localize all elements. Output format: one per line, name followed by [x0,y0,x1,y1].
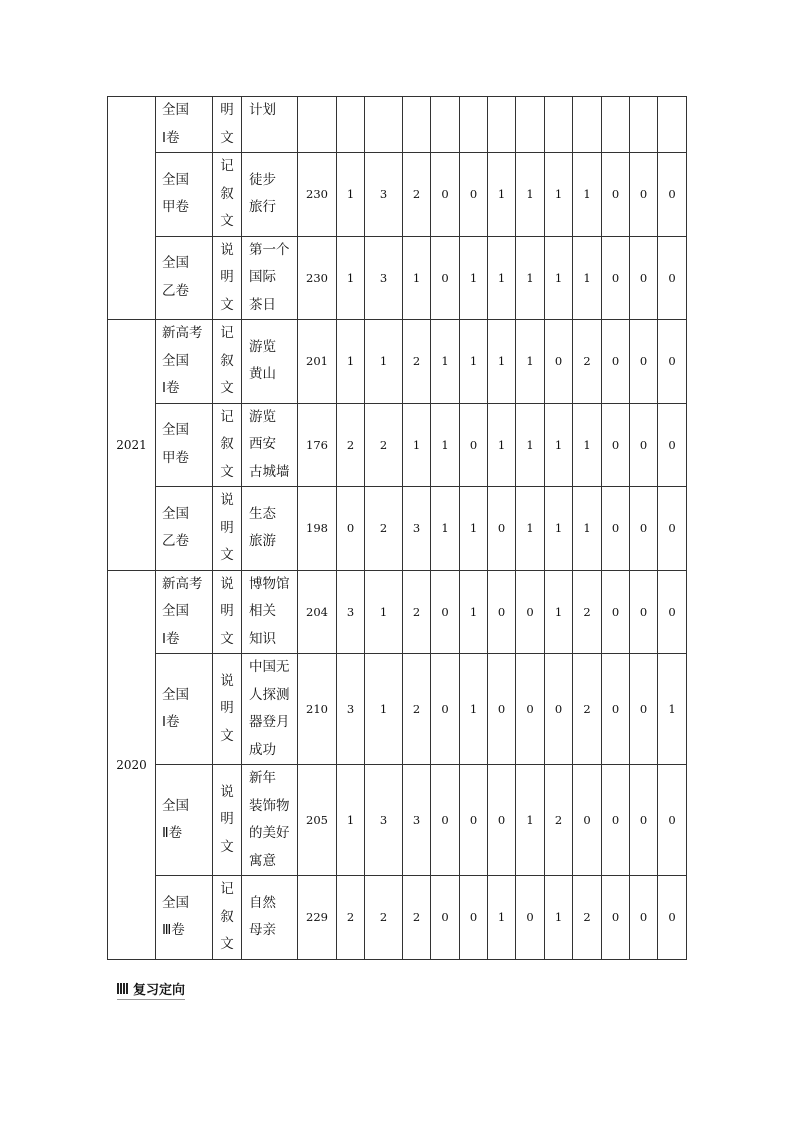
count-cell: 1 [573,153,602,237]
count-cell: 0 [630,236,658,320]
count-cell: 2 [545,765,573,876]
topic-cell: 游览 黄山 [242,320,298,404]
count-cell: 1 [365,570,403,654]
count-cell: 0 [658,403,687,487]
exam-paper-cell: 全国 Ⅲ卷 [156,876,213,960]
count-cell: 1 [365,654,403,765]
count-cell: 2 [403,876,431,960]
count-cell: 0 [602,403,630,487]
exam-statistics-table [107,96,687,960]
count-cell: 0 [658,876,687,960]
count-cell: 0 [516,876,545,960]
count-cell: 0 [431,153,460,237]
table-row [108,487,687,571]
genre-cell: 记 叙 文 [213,876,242,960]
year-cell [108,97,156,320]
count-cell: 0 [630,654,658,765]
table-row [108,97,687,153]
table-row [108,320,687,404]
count-cell: 0 [630,765,658,876]
count-cell: 3 [365,765,403,876]
count-cell [573,97,602,153]
count-cell: 0 [488,570,516,654]
count-cell: 0 [602,654,630,765]
genre-cell: 说 明 文 [213,654,242,765]
count-cell: 0 [545,654,573,765]
word-count-cell [298,97,337,153]
word-count-cell: 198 [298,487,337,571]
count-cell: 0 [630,876,658,960]
count-cell: 1 [431,403,460,487]
count-cell: 0 [573,765,602,876]
topic-cell: 博物馆 相关 知识 [242,570,298,654]
word-count-cell: 230 [298,236,337,320]
count-cell: 1 [516,765,545,876]
count-cell: 1 [545,153,573,237]
count-cell: 1 [516,403,545,487]
count-cell: 0 [460,765,488,876]
count-cell: 2 [573,320,602,404]
count-cell: 0 [630,153,658,237]
topic-cell: 徒步 旅行 [242,153,298,237]
topic-cell: 中国无 人探测 器登月 成功 [242,654,298,765]
word-count-cell: 210 [298,654,337,765]
exam-paper-cell: 全国 乙卷 [156,487,213,571]
count-cell: 0 [602,153,630,237]
exam-paper-cell: 全国 Ⅱ卷 [156,765,213,876]
count-cell: 1 [573,487,602,571]
topic-cell: 新年 装饰物 的美好 寓意 [242,765,298,876]
genre-cell: 说 明 文 [213,765,242,876]
count-cell: 3 [337,570,365,654]
word-count-cell: 201 [298,320,337,404]
section-heading-review [117,979,185,1000]
count-cell: 1 [545,236,573,320]
count-cell: 1 [403,403,431,487]
topic-cell: 生态 旅游 [242,487,298,571]
count-cell [545,97,573,153]
count-cell: 3 [365,153,403,237]
genre-cell: 说 明 文 [213,487,242,571]
count-cell [460,97,488,153]
topic-cell: 自然 母亲 [242,876,298,960]
count-cell: 0 [545,320,573,404]
genre-cell: 记 叙 文 [213,403,242,487]
word-count-cell: 230 [298,153,337,237]
count-cell: 0 [658,570,687,654]
count-cell: 0 [431,236,460,320]
count-cell: 1 [337,236,365,320]
count-cell: 0 [337,487,365,571]
count-cell: 1 [573,236,602,320]
count-cell: 1 [658,654,687,765]
genre-cell: 记 叙 文 [213,320,242,404]
section-heading-title: 复习定向 [133,983,186,998]
count-cell [403,97,431,153]
count-cell: 0 [630,487,658,571]
topic-cell: 计划 [242,97,298,153]
count-cell: 1 [545,403,573,487]
count-cell: 2 [403,570,431,654]
count-cell: 1 [516,320,545,404]
exam-paper-cell: 新高考 全国 Ⅰ卷 [156,570,213,654]
topic-cell: 游览 西安 古城墙 [242,403,298,487]
exam-paper-cell: 全国 Ⅰ卷 [156,654,213,765]
count-cell: 1 [460,487,488,571]
vertical-bars-icon [117,983,128,994]
count-cell: 2 [365,876,403,960]
genre-cell: 记 叙 文 [213,153,242,237]
count-cell: 0 [431,570,460,654]
topic-cell: 第一个 国际 茶日 [242,236,298,320]
exam-paper-cell: 全国 Ⅰ卷 [156,97,213,153]
count-cell: 0 [460,876,488,960]
count-cell: 0 [658,765,687,876]
count-cell: 2 [365,403,403,487]
count-cell: 2 [573,876,602,960]
word-count-cell: 176 [298,403,337,487]
count-cell [337,97,365,153]
genre-cell: 说 明 文 [213,570,242,654]
table-row [108,876,687,960]
count-cell: 1 [403,236,431,320]
count-cell: 1 [460,320,488,404]
table-row [108,765,687,876]
word-count-cell: 229 [298,876,337,960]
count-cell: 0 [658,236,687,320]
count-cell: 0 [602,765,630,876]
count-cell: 0 [431,765,460,876]
count-cell: 0 [630,570,658,654]
count-cell: 3 [337,654,365,765]
exam-paper-cell: 全国 甲卷 [156,153,213,237]
count-cell: 1 [488,876,516,960]
count-cell: 1 [337,765,365,876]
table-row [108,403,687,487]
count-cell: 1 [488,320,516,404]
count-cell: 1 [460,236,488,320]
count-cell: 2 [365,487,403,571]
count-cell: 1 [488,236,516,320]
year-cell: 2021 [108,320,156,571]
count-cell: 1 [545,487,573,571]
count-cell: 2 [403,654,431,765]
count-cell: 1 [488,403,516,487]
exam-paper-cell: 全国 乙卷 [156,236,213,320]
count-cell: 1 [460,654,488,765]
count-cell: 0 [602,570,630,654]
count-cell: 0 [602,320,630,404]
count-cell: 0 [658,320,687,404]
genre-cell: 说 明 文 [213,236,242,320]
count-cell [658,97,687,153]
count-cell: 0 [658,153,687,237]
count-cell: 1 [431,320,460,404]
year-cell: 2020 [108,570,156,959]
count-cell: 1 [431,487,460,571]
count-cell: 0 [630,403,658,487]
table-row [108,654,687,765]
count-cell [431,97,460,153]
count-cell: 0 [630,320,658,404]
table-row [108,153,687,237]
count-cell: 0 [460,153,488,237]
count-cell: 1 [365,320,403,404]
count-cell: 2 [573,654,602,765]
count-cell: 0 [516,654,545,765]
count-cell [630,97,658,153]
count-cell: 1 [516,236,545,320]
table-row [108,570,687,654]
count-cell: 3 [365,236,403,320]
count-cell: 1 [337,320,365,404]
word-count-cell: 204 [298,570,337,654]
count-cell: 0 [602,876,630,960]
count-cell: 1 [516,487,545,571]
exam-paper-cell: 全国 甲卷 [156,403,213,487]
count-cell: 2 [403,153,431,237]
count-cell [365,97,403,153]
count-cell: 0 [460,403,488,487]
count-cell [602,97,630,153]
count-cell: 0 [488,654,516,765]
count-cell: 2 [337,403,365,487]
count-cell: 1 [545,876,573,960]
count-cell: 0 [516,570,545,654]
count-cell: 0 [431,654,460,765]
exam-paper-cell: 新高考 全国 Ⅰ卷 [156,320,213,404]
count-cell: 1 [545,570,573,654]
count-cell: 0 [431,876,460,960]
count-cell: 2 [337,876,365,960]
count-cell: 1 [337,153,365,237]
table-row [108,236,687,320]
count-cell [516,97,545,153]
count-cell: 0 [602,487,630,571]
count-cell: 3 [403,765,431,876]
count-cell: 0 [658,487,687,571]
count-cell: 2 [573,570,602,654]
count-cell: 2 [403,320,431,404]
genre-cell: 明 文 [213,97,242,153]
word-count-cell: 205 [298,765,337,876]
count-cell: 3 [403,487,431,571]
count-cell: 0 [488,487,516,571]
count-cell: 0 [488,765,516,876]
count-cell: 1 [516,153,545,237]
count-cell: 1 [573,403,602,487]
count-cell: 1 [488,153,516,237]
count-cell: 1 [460,570,488,654]
count-cell: 0 [602,236,630,320]
count-cell [488,97,516,153]
